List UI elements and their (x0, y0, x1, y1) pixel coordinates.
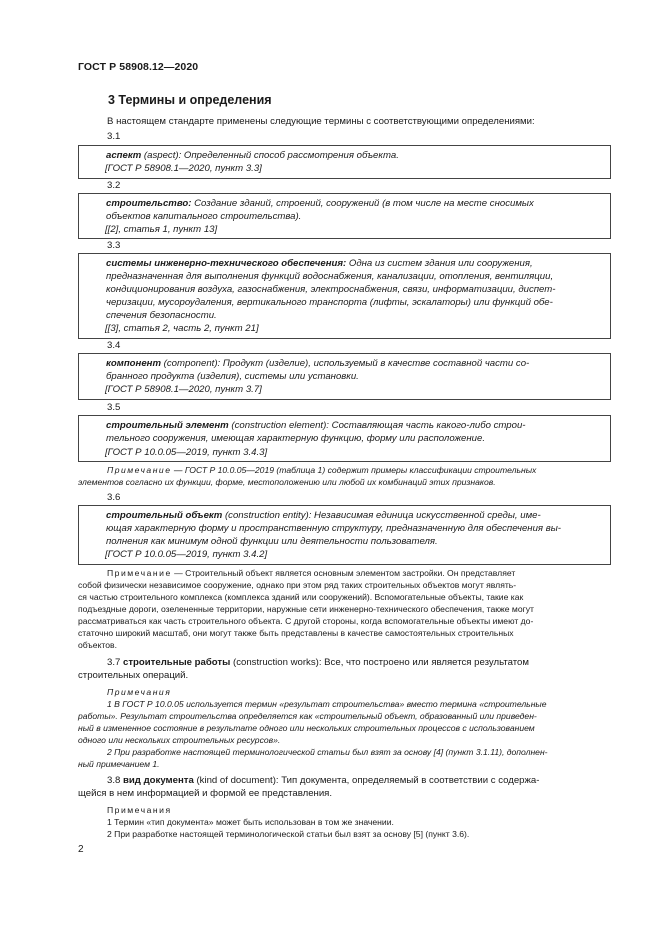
term-definition-line (107, 656, 529, 669)
term-definition-line: ющая характерную форму и пространственную структуру, предназначенную для обеспечения вы- (106, 523, 561, 534)
intro-text: В настоящем стандарте применены следующие термины с соответствующими определениями: (107, 116, 535, 127)
notes-label: Примечания (107, 687, 172, 697)
term-definition-line (106, 357, 529, 370)
note-line: собой физически независимое сооружение, однако при этом ряд таких строительных объектов могут являть- (78, 580, 517, 590)
definition-text: Определенный способ рассмотрения объекта. (183, 150, 399, 161)
note-line: объектов. (78, 640, 117, 650)
term-definition-line: строительных операций. (78, 670, 189, 681)
term-name: строительство: (106, 198, 192, 209)
definition-text: Продукт (изделие), используемый в качестве составной части со- (222, 358, 530, 369)
definition-text: Составляющая часть какого-либо строи- (331, 420, 526, 431)
term-number: 3.7 (107, 657, 124, 668)
term-english: (aspect): (141, 150, 184, 161)
term-definition-line: бранного продукта (изделия), системы или установки. (106, 371, 359, 382)
definition-text: (construction works): Все, что построено или является результатом (230, 657, 529, 668)
note-line: ся частью строительного комплекса (комплекса зданий или сооружений). Вспомогательные объекты, такие как (78, 592, 524, 602)
definition-text: Создание зданий, строений, сооружений (в том числе на месте сносимых (191, 198, 534, 209)
term-definition-line (106, 419, 525, 432)
term-name: системы инженерно-технического обеспечения: (106, 258, 347, 269)
term-definition-line: предназначенная для выполнения функций водоснабжения, канализации, отопления, вентиляции, (106, 271, 554, 282)
term-reference: [ГОСТ Р 58908.1—2020, пункт 3.3] (105, 163, 262, 174)
note-line: подъездные дороги, озелененные территории, наружные сети инженерно-технического обеспечения, также могут (78, 604, 534, 614)
term-definition-line: объектов капитального строительства). (106, 211, 302, 222)
term-number: 3.8 (107, 775, 124, 786)
term-definition-line: тельного сооружения, имеющая характерную функцию, форму или расположение. (106, 433, 486, 444)
document-header: ГОСТ Р 58908.12—2020 (78, 61, 199, 73)
term-definition-line: черизации, мусороудаления, вертикального транспорта (лифты, эскалаторы) или функций обе- (106, 297, 553, 308)
term-reference: [[3], статья 2, часть 2, пункт 21] (105, 323, 259, 334)
note-label: Примечание (107, 568, 172, 578)
term-number: 3.3 (107, 240, 121, 251)
term-name: строительный элемент (106, 420, 229, 431)
note-text: — Строительный объект является основным элементом застройки. Он представляет (171, 568, 516, 578)
note-line: рассматриваться как часть строительного объекта. С другой стороны, когда вспомогательные объекты имеют до- (78, 616, 534, 626)
note-line: ный в измененное состояние в результате одного или нескольких строительных процессов с использованием (78, 723, 535, 733)
term-definition-line (106, 149, 399, 162)
note-line: 2 При разработке настоящей терминологической статьи был взят за основу [5] (пункт 3.6). (107, 829, 470, 839)
note-line: ный примечанием 1. (78, 759, 160, 769)
notes-label: Примечания (107, 805, 172, 815)
term-reference: [ГОСТ Р 10.0.05—2019, пункт 3.4.2] (105, 549, 268, 560)
note-line: 2 При разработке настоящей терминологической статьи был взят за основу [4] (пункт 3.1.11), дополнен- (107, 747, 548, 757)
term-number: 3.4 (107, 340, 121, 351)
note-line: элементов согласно их функции, форме, местоположению или любой их комбинаций этих признаков. (78, 477, 496, 487)
term-definition-line: спечения безопасности. (106, 310, 217, 321)
term-definition-line: полнения как минимум одной функции или деятельности пользователя. (106, 536, 438, 547)
term-name: аспект (106, 150, 142, 161)
term-definition-line: щейся в нем информацией и формой ее представления. (78, 788, 333, 799)
term-name: строительный объект (106, 510, 223, 521)
term-definition-line: кондиционирования воздуха, газоснабжения, электроснабжения, связи, информатизации, диспет- (106, 284, 556, 295)
term-english: (construction entity): (222, 510, 315, 521)
term-definition-line (107, 774, 539, 787)
term-reference: [ГОСТ Р 10.0.05—2019, пункт 3.4.3] (105, 447, 268, 458)
term-number: 3.1 (107, 131, 121, 142)
note-text: — ГОСТ Р 10.0.05—2019 (таблица 1) содержит примеры классификации строительных (171, 465, 537, 475)
note-line: одного или нескольких строительных ресурсов». (78, 735, 281, 745)
term-definition-line (106, 257, 533, 270)
note-line: 1 Термин «тип документа» может быть использован в том же значении. (107, 817, 394, 827)
note-line (107, 465, 536, 476)
definition-text: (kind of document): Тип документа, определяемый в соответствии с содержа- (193, 775, 540, 786)
term-name: компонент (106, 358, 161, 369)
definition-text: Одна из систем здания или сооружения, (346, 258, 533, 269)
term-number: 3.2 (107, 180, 121, 191)
term-definition-line (106, 197, 534, 210)
note-line (107, 568, 515, 579)
term-english: (construction element): (228, 420, 332, 431)
term-number: 3.5 (107, 402, 121, 413)
term-name: вид документа (123, 775, 194, 786)
note-line: 1 В ГОСТ Р 10.0.05 используется термин «результат строительства» вместо термина «строительные (107, 699, 547, 709)
term-reference: [[2], статья 1, пункт 13] (105, 224, 218, 235)
note-label: Примечание (107, 465, 172, 475)
note-line: статочно широкий масштаб, они могут также быть представлены в качестве самостоятельных строительных (78, 628, 514, 638)
definition-text: Независимая единица искусственной среды, име- (314, 510, 541, 521)
note-line: работы». Результат строительства определяется как «строительный объект, образованный или приведен- (78, 711, 537, 721)
section-title: 3 Термины и определения (108, 93, 272, 107)
term-name: строительные работы (123, 657, 231, 668)
term-reference: [ГОСТ Р 58908.1—2020, пункт 3.7] (105, 384, 262, 395)
term-definition-line (106, 509, 541, 522)
page-number: 2 (78, 844, 84, 855)
term-english: (component): (161, 358, 223, 369)
term-number: 3.6 (107, 492, 121, 503)
